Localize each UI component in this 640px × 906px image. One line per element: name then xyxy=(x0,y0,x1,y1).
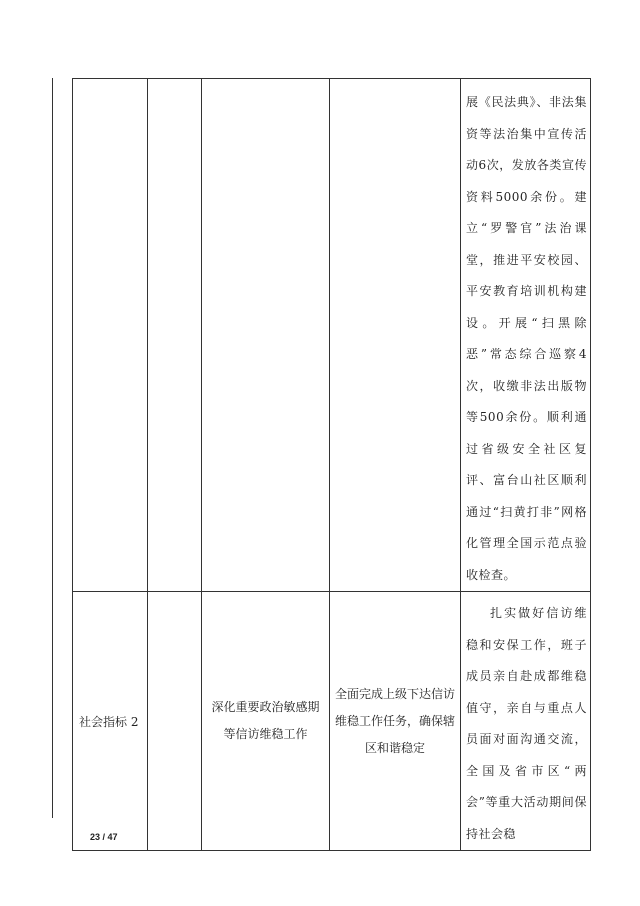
result-text: 扎实做好信访维稳和安保工作，班子成员亲自赴成都维稳值守，亲自与重点人员面对面沟通交流，全国及省市区“两会”等重大活动期间保持社会稳 xyxy=(466,606,587,841)
task-text: 深化重要政治敏感期等信访维稳工作 xyxy=(211,700,320,741)
result-cell xyxy=(461,79,591,592)
result-cell xyxy=(461,592,591,851)
task-cell xyxy=(202,592,330,851)
indicator-cell xyxy=(73,592,148,851)
left-margin-line xyxy=(52,78,53,818)
table-cell-empty xyxy=(330,79,461,592)
result-text: 展《民法典》、非法集资等法治集中宣传活动6次，发放各类宣传资料5000余份。建立“罗警官”法治课堂，推进平安校园、平安教育培训机构建设。开展“扫黑除恶”常态综合巡察4次，收缴非法出版物等500余份。顺利通过省级安全社区复评、富台山社区顺利通过“扫黄打非”网格化管理全国示范点验收检查。 xyxy=(466,95,587,582)
table-cell-empty xyxy=(202,79,330,592)
table-cell-empty xyxy=(148,79,202,592)
performance-table xyxy=(72,78,591,851)
table-row xyxy=(73,79,591,592)
page-number: 23 / 47 xyxy=(90,832,118,842)
goal-cell xyxy=(330,592,461,851)
table-cell-empty xyxy=(73,79,148,592)
indicator-label: 社会指标 2 xyxy=(79,714,139,729)
table-cell-empty xyxy=(148,592,202,851)
table-row xyxy=(73,592,591,851)
goal-text: 全面完成上级下达信访维稳工作任务，确保辖区和谐稳定 xyxy=(334,686,455,755)
